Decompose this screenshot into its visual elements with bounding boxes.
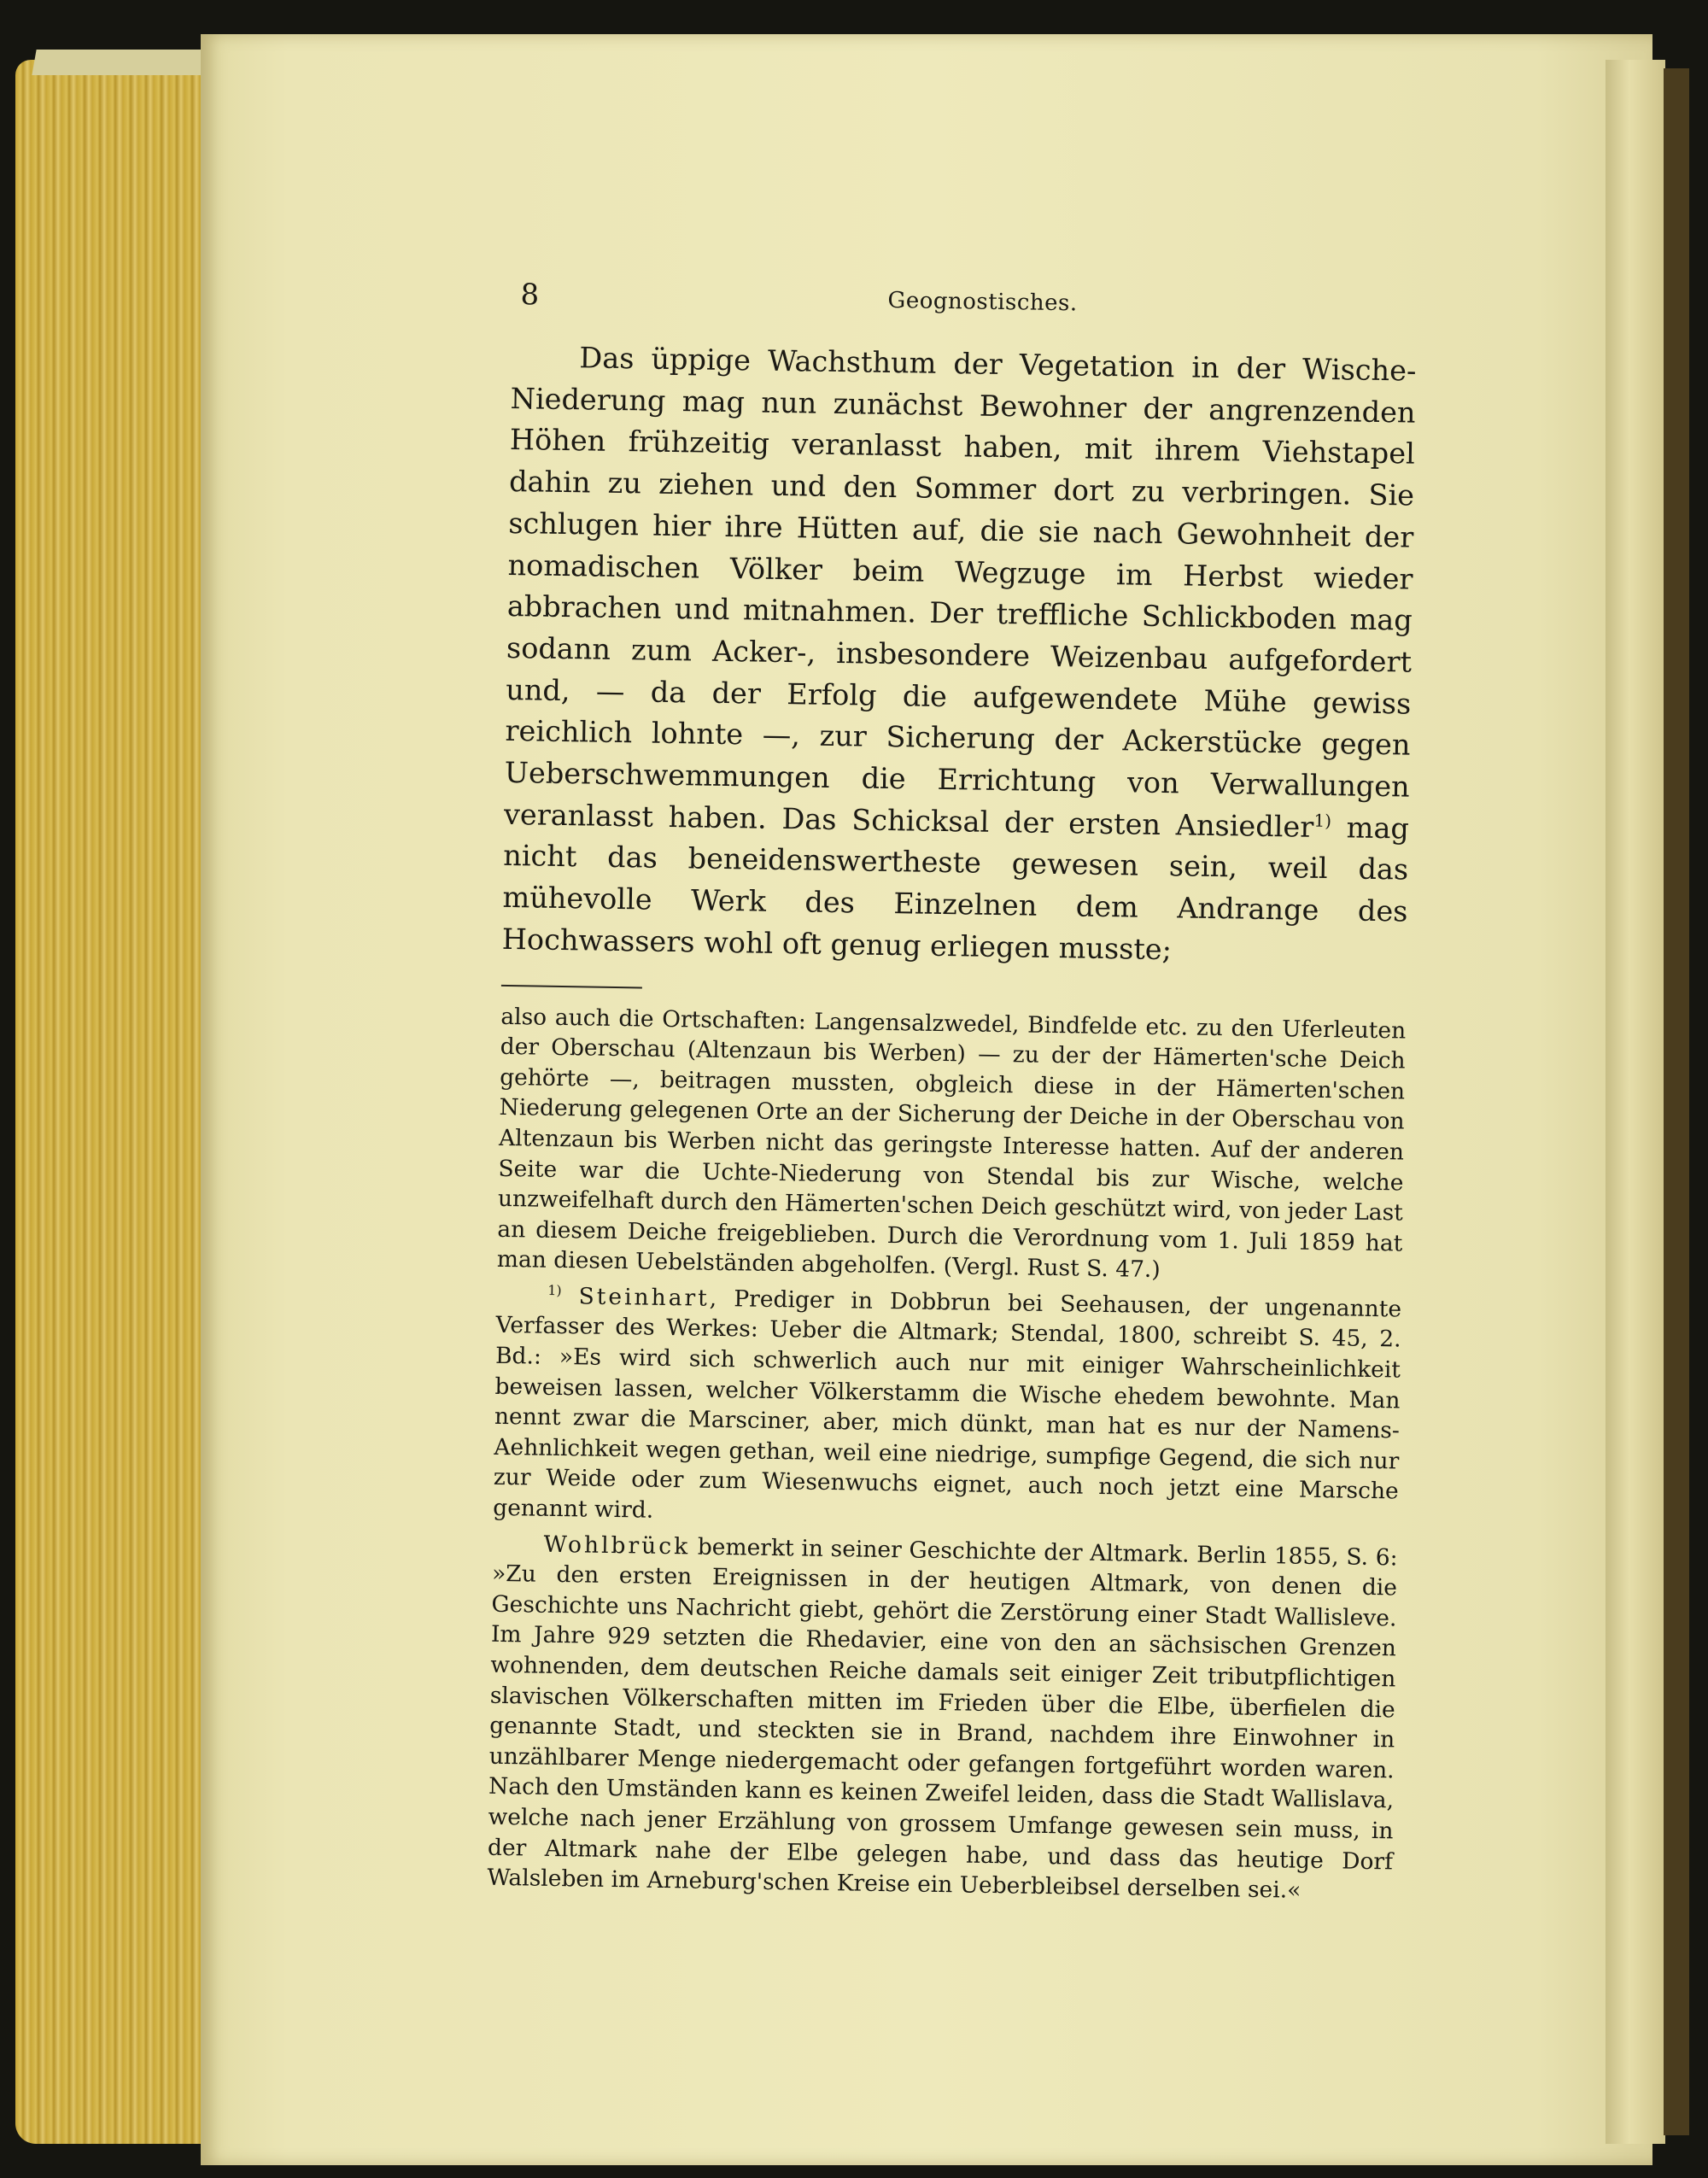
footnote-1 [493,1280,1401,1537]
main-text-part1: Das üppige Wachsthum der Vegetation in der Wische-Niederung mag nun zunächst Bewohner der angrenzenden Höhen frühzeitig veranlasst haben, mit ihrem Viehstapel dahin zu ziehen und den Sommer dort zu verbringen. Sie schlugen hier ihre Hütten auf, die sie nach Gewohnheit der nomadischen Völker beim Wegzuge im Herbst wieder abbrachen und mitnahmen. Der treffliche Schlickboden mag sodann zum Acker-, insbesondere Weizenbau aufgefordert und, — da der Erfolg die aufgewendete Mühe gewiss reichlich lohnte —, zur Sicherung der Ackerstücke gegen Ueberschwemmungen die Errichtung von Verwallungen veranlasst haben. Das Schicksal der ersten Ansiedler [503,341,1417,844]
text-block [487,273,1418,1912]
footnote-1-text: , Prediger in Dobbrun bei Seehausen, der ungenannte Verfasser des Werkes: Ueber die Altmark; Stendal, 1800, schreibt S. 45, 2. Bd.: »Es wird sich schwerlich auch nur mit einiger Wahrscheinlichkeit beweisen lassen, welcher Völkerstamm die Wische ehedem bewohnte. Man nennt zwar die Marsciner, aber, mich dünkt, man hat es nur der Namens-Aehnlichkeit wegen gethan, weil eine niedrige, sumpfige Gegend, die sich nur zur Weide oder zum Wiesenwuchs eignet, auch noch jetzt eine Marsche genannt wird. [493,1285,1402,1524]
page-number: 8 [520,278,540,313]
footnote-1-author: Steinhart [578,1283,711,1312]
book-spine-shadow [1664,68,1689,2135]
main-text-part2: mag nicht das beneidenswertheste gewesen sein, weil das mühevolle Werk des Einzelnen dem Andrange des Hochwassers wohl oft genug erliegen musste; [501,810,1410,967]
footnote-marker-1: 1) [1313,810,1332,831]
footnote-continued: also auch die Ortschaften: Langensalzwedel, Bindfelde etc. zu den Uferleuten der Oberschau (Altenzaun bis Werben) — zu der der Hämerten'sche Deich gehörte —, beitragen mussten, obgleich diese in der Hämerten'schen Niederung gelegenen Orte an der Sicherung der Deiche in der Oberschau von Altenzaun bis Werben nicht das geringste Interesse hatten. Auf der anderen Seite war die Uchte-Niederung von Stendal bis zur Wische, welche unzweifelhaft durch den Hämerten'schen Deich geschützt wird, von jeder Last an diesem Deiche freigeblieben. Durch die Verordnung vom 1. Juli 1859 hat man diesen Uebelständen abgeholfen. (Vergl. Rust S. 47.) [496,1003,1407,1284]
facing-page-edge [1606,60,1665,2144]
footnote-2-text: bemerkt in seiner Geschichte der Altmark. Berlin 1855, S. 6: »Zu den ersten Ereignissen in der heutigen Altmark, von denen die Geschichte uns Nachricht giebt, gehört die Zerstörung einer Stadt Wallisleve. Im Jahre 929 setzten die Rhedavier, eine von den an sächsischen Grenzen wohnenden, dem deutschen Reiche damals seit einiger Zeit tributpflichtigen slavischen Völkerschaften mitten im Frieden über die Elbe, überfielen die genannte Stadt, und steckten sie in Brand, nachdem ihre Einwohner in unzählbarer Menge niedergemacht oder gefangen fortgeführt worden waren. Nach den Umständen kann es keinen Zweifel leiden, dass die Stadt Wallislava, welche nach jener Erzählung von grossem Umfange gewesen sein muss, in der Altmark nahe der Elbe gelegen habe, und dass das heutige Dorf Walsleben im Arneburg'schen Kreise ein Ueberbleibsel derselben sei.« [487,1533,1398,1904]
footnote-rule [501,984,642,988]
footnote-1-marker: 1) [547,1281,562,1299]
footnote-2-author: Wohlbrück [543,1531,691,1560]
running-head: Geognostisches. [887,287,1078,317]
footnote-1-continuation [487,1528,1398,1907]
main-paragraph [501,337,1416,975]
